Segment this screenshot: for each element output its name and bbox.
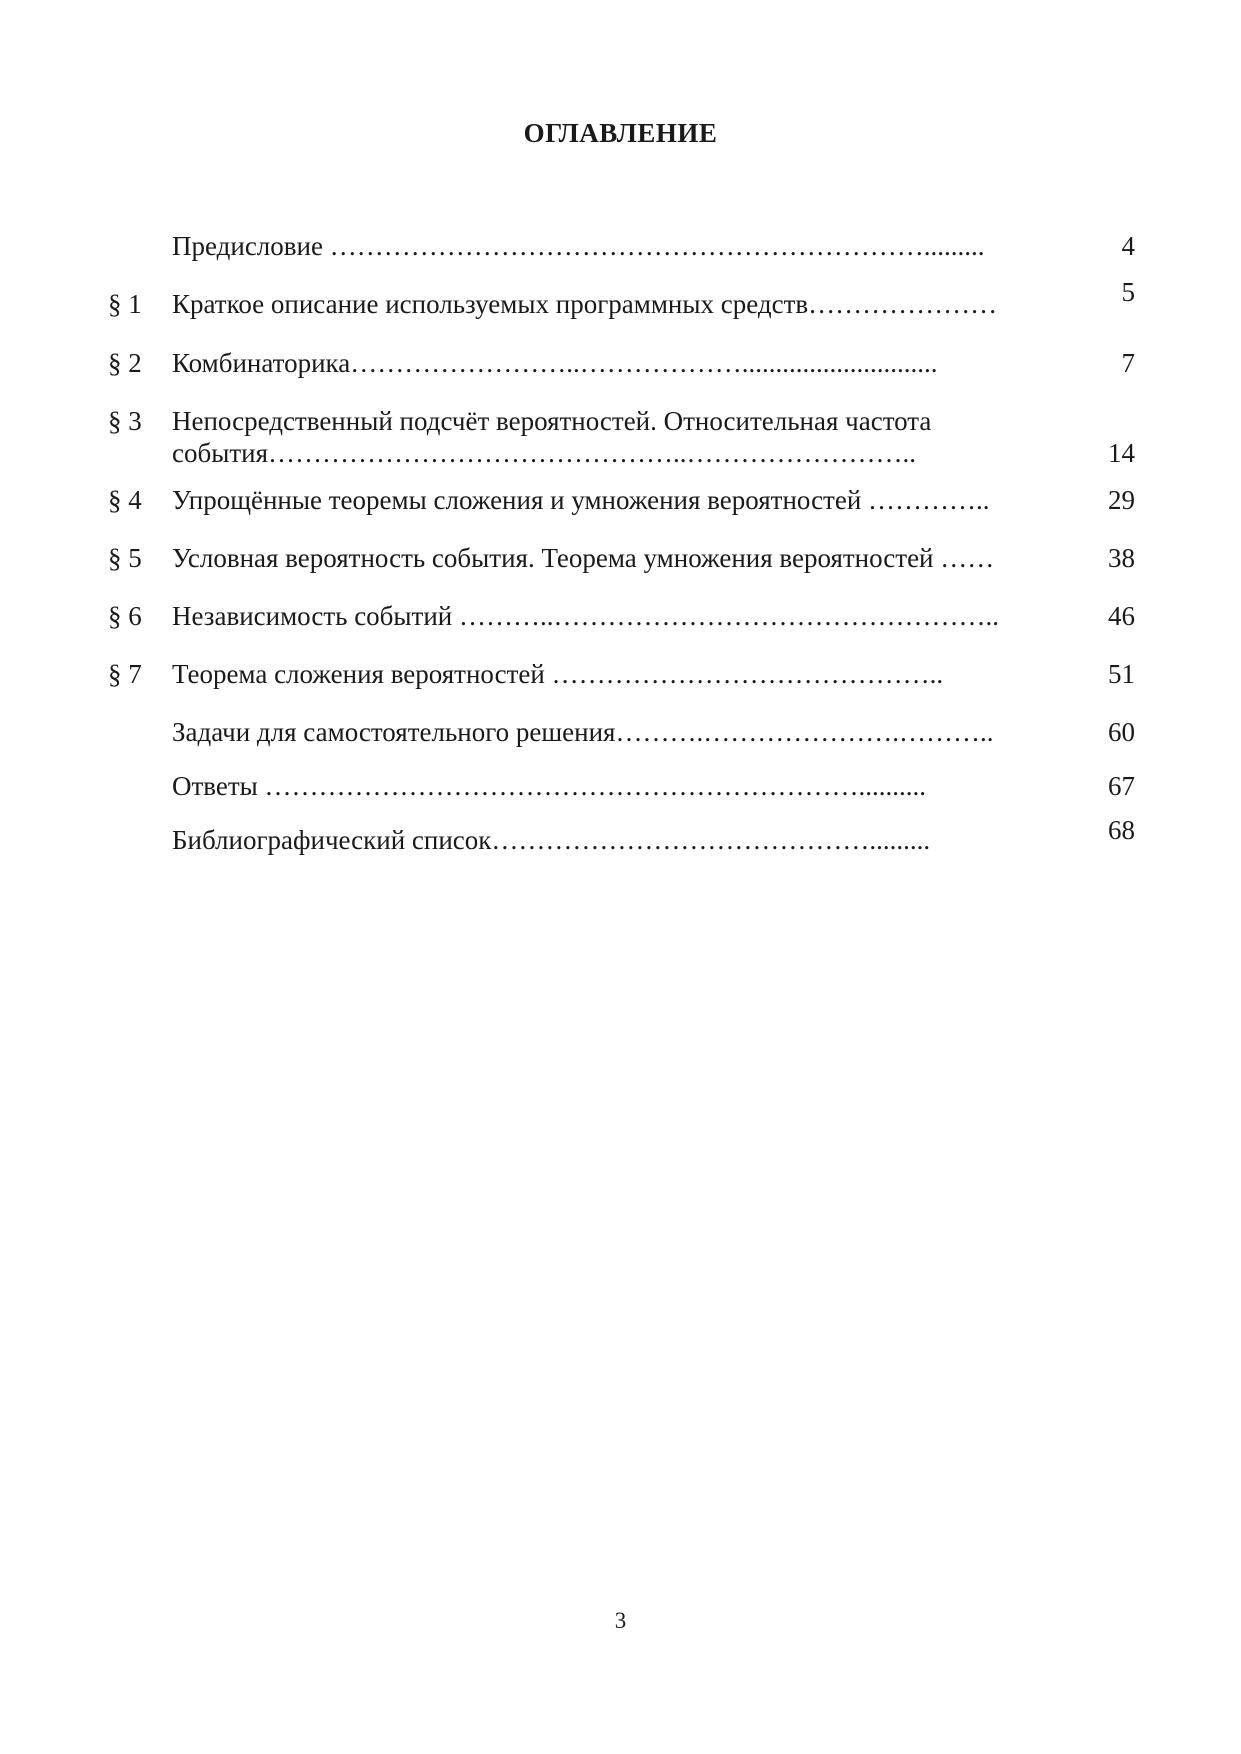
toc-entry-page: 51 xyxy=(1108,659,1135,689)
toc-entry-number: § 2 xyxy=(108,348,142,378)
toc-entry-page: 38 xyxy=(1108,543,1135,573)
toc-entry-title: Ответы ………………………………………………………….......... xyxy=(172,771,927,801)
toc-entry-title: Комбинаторика……………………..………………............................. xyxy=(172,348,938,378)
toc-heading: ОГЛАВЛЕНИЕ xyxy=(523,118,718,148)
toc-entry-number: § 5 xyxy=(108,543,142,573)
page-number: 3 xyxy=(614,1608,627,1633)
toc-entry-page: 68 xyxy=(1108,815,1135,845)
toc-entry-number: § 7 xyxy=(108,659,142,689)
toc-entry-page: 67 xyxy=(1108,771,1135,801)
toc-entry-number: § 6 xyxy=(108,601,142,631)
toc-entry-number: § 4 xyxy=(108,485,142,515)
toc-entry-page: 14 xyxy=(1108,438,1135,468)
toc-entry-title-line-1: Непосредственный подсчёт вероятностей. Относительная частота xyxy=(172,406,932,436)
toc-entry-number: § 1 xyxy=(108,289,142,319)
toc-entry-page: 5 xyxy=(1121,277,1135,307)
toc-entry-title-line-2: события………………………………………..…………………….. xyxy=(172,438,917,468)
toc-entry-title: Предисловие …………………………………………………………......... xyxy=(172,231,985,261)
toc-entry-title: Задачи для самостоятельного решения……….………………….……….. xyxy=(172,717,994,747)
toc-entry-title: Условная вероятность события. Теорема умножения вероятностей …… xyxy=(172,543,995,573)
toc-entry-page: 7 xyxy=(1121,348,1135,378)
toc-entry-title: Независимость событий ………..………………………………………….. xyxy=(172,601,1000,631)
toc-entry-page: 60 xyxy=(1108,717,1135,747)
toc-entry-number: § 3 xyxy=(108,406,142,436)
toc-entry-title: Краткое описание используемых программных средств………………… xyxy=(172,289,998,319)
toc-entry-page: 46 xyxy=(1108,601,1135,631)
toc-entry-page: 29 xyxy=(1108,485,1135,515)
toc-entry-title: Упрощённые теоремы сложения и умножения вероятностей ………….. xyxy=(172,485,990,515)
toc-entry-page: 4 xyxy=(1121,231,1135,261)
toc-entry-title: Библиографический список……………………………………......... xyxy=(172,825,931,855)
toc-entry-title: Теорема сложения вероятностей …………………………………….. xyxy=(172,659,944,689)
